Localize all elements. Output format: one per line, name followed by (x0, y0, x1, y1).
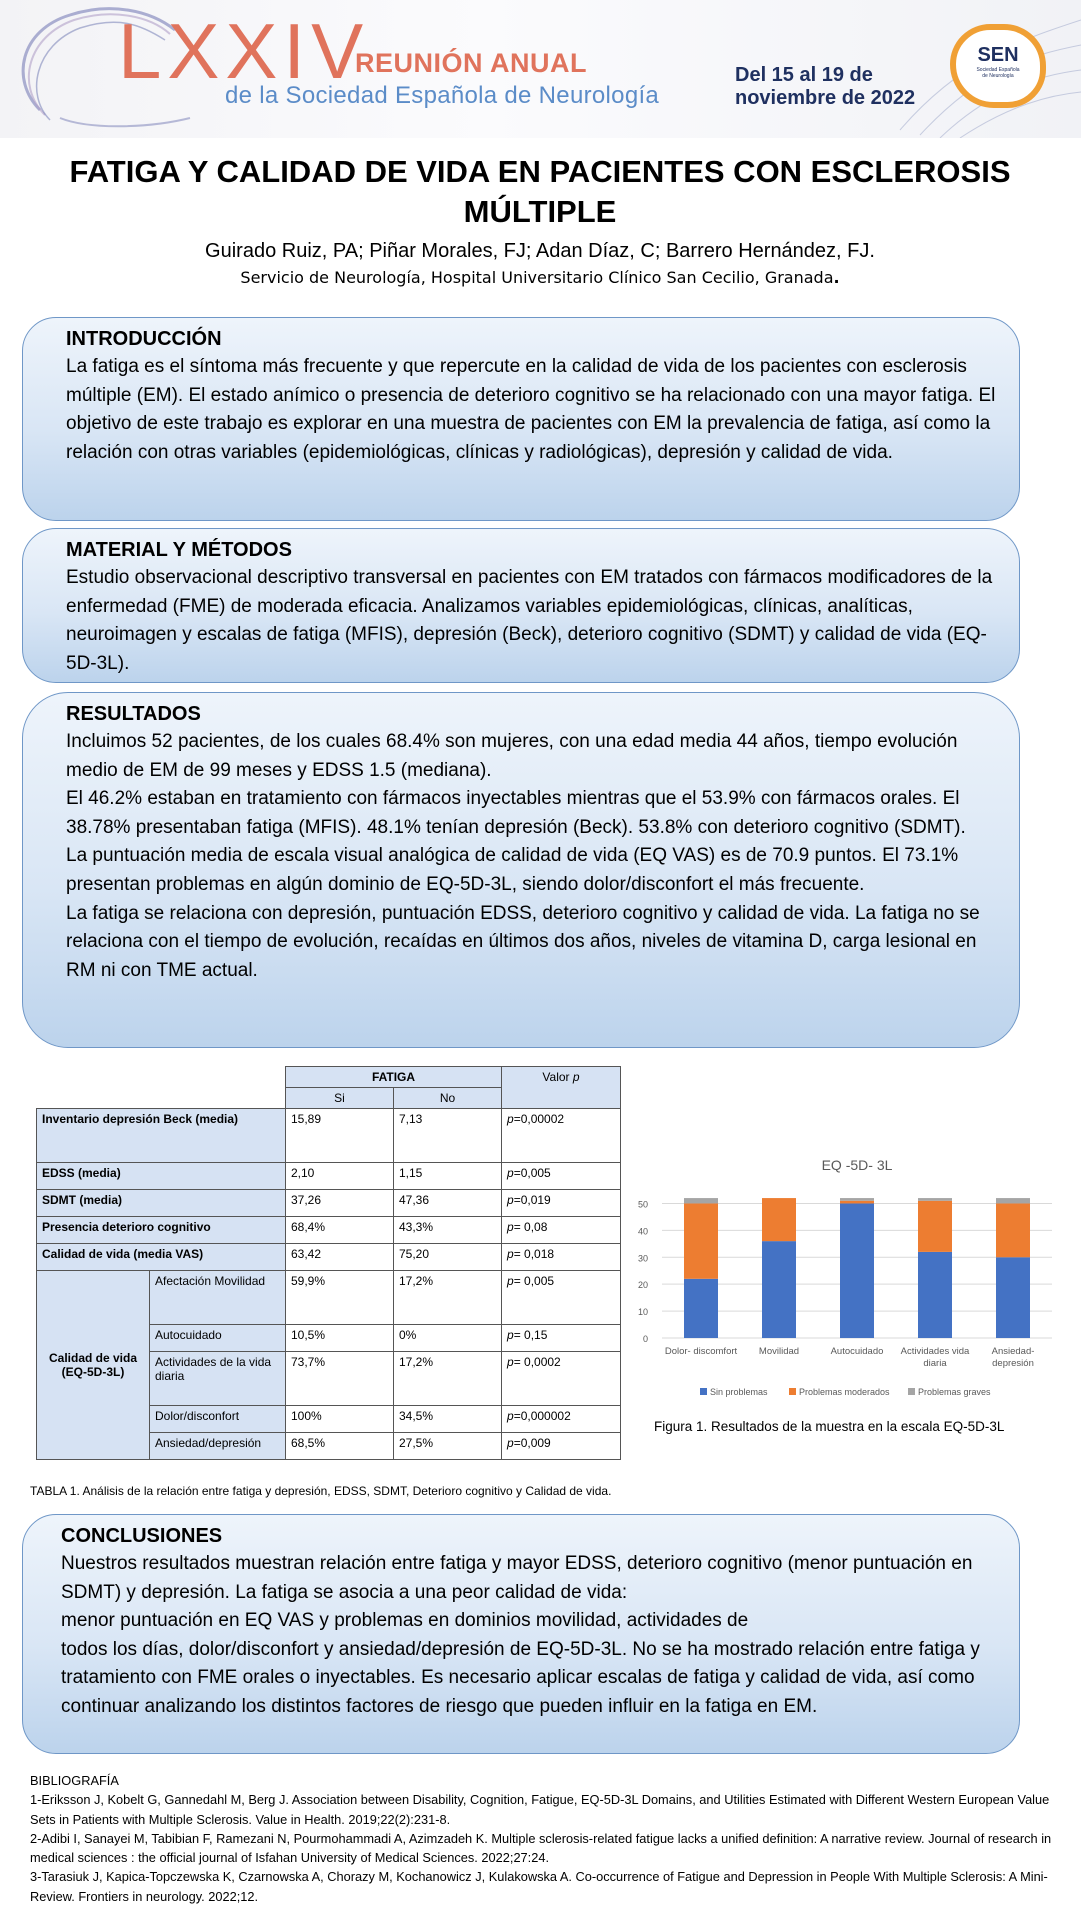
bar-segment (762, 1198, 796, 1241)
reference-2: 2-Adibi I, Sanayei M, Tabibian F, Ramezani N, Pourmohammadi A, Azimzadeh K. Multiple sclerosis-related fatigue lacks a unified definition: A narrative review. Journal of research in medical sciences : the official journal of Isfahan University of Medical Sciences. 2022;27:24. (30, 1830, 1052, 1866)
cell-no: 17,2% (394, 1271, 502, 1325)
results-paragraph-4: La fatiga se relaciona con depresión, puntuación EDSS, deterioro cognitivo y calidad de vida. La fatiga no se relaciona con el tiempo de evolución, recaídas en últimos dos años, niveles de vitamina D, carga lesional en RM ni con TME actual. (66, 902, 980, 981)
society-name: de la Sociedad Española de Neurología (225, 82, 660, 109)
cell-no: 27,5% (394, 1433, 502, 1460)
cell-p (502, 1190, 621, 1217)
row-label: Calidad de vida (media VAS) (37, 1244, 286, 1271)
cell-p (502, 1406, 621, 1433)
valor-p-header (502, 1067, 621, 1109)
dates-line-1: Del 15 al 19 de (735, 64, 873, 86)
congress-dates (735, 64, 915, 110)
section-text: Estudio observacional descriptivo transversal en pacientes con EM tratados con fármacos modificadores de la enfermedad (FME) de moderada eficacia. Analizamos variables epidemiológicas, clínicas, analíticas, neuroimagen y escalas de fatiga (MFIS), depresión (Beck), deterioro cognitivo (SDMT) y calidad de vida (EQ-5D-3L). (66, 567, 993, 674)
table-caption: TABLA 1. Análisis de la relación entre fatiga y depresión, EDSS, SDMT, Deterioro cognitivo y Calidad de vida. (30, 1484, 612, 1498)
affiliation (40, 268, 1040, 287)
reference-1: 1-Eriksson J, Kobelt G, Gannedahl M, Berg J. Association between Disability, Cognition, Fatigue, EQ-5D-3L Domains, and Utilities Estimated with Different Western European Value Sets in Patients with Multiple Sclerosis. Value in Health. 2019;22(2):231-8. (30, 1792, 1050, 1827)
section-introduccion (22, 317, 1020, 521)
row-label: Afectación Movilidad (150, 1271, 286, 1325)
y-tick-label: 10 (637, 1307, 648, 1318)
y-tick-label: 20 (637, 1280, 648, 1291)
valor-label: Valor (542, 1070, 570, 1084)
legend-label: Problemas graves (918, 1387, 991, 1397)
fatiga-header: FATIGA (286, 1067, 502, 1088)
row-label: SDMT (media) (37, 1190, 286, 1217)
p-value: = 0,018 (513, 1247, 555, 1261)
cell-p (502, 1217, 621, 1244)
cell-no: 34,5% (394, 1406, 502, 1433)
p-italic: p (507, 1247, 514, 1261)
p-value: = 0,005 (513, 1274, 555, 1288)
sen-logo (950, 24, 1046, 108)
cell-no: 47,36 (394, 1190, 502, 1217)
reference-3: 3-Tarasiuk J, Kapica-Topczewska K, Czarnowska A, Chorazy M, Kochanowicz J, Kulakowska A. Co-occurrence of Fatigue and Depression in People With Multiple Sclerosis: A Mini-Review. Frontiers in neurology. 2022;12. (30, 1869, 1048, 1904)
bar-segment (996, 1198, 1030, 1203)
cell-p (502, 1163, 621, 1190)
row-label: Inventario depresión Beck (media) (37, 1109, 286, 1163)
section-material-metodos (22, 528, 1020, 683)
poster-title (40, 152, 1040, 232)
affiliation-period: . (833, 268, 840, 287)
section-heading: CONCLUSIONES (61, 1525, 223, 1547)
x-tick-label: diaria (923, 1358, 947, 1369)
p-italic: p (507, 1409, 514, 1423)
conclusions-line-2: menor puntuación en EQ VAS y problemas en dominios movilidad, actividades de (61, 1610, 749, 1632)
section-text: La fatiga es el síntoma más frecuente y que repercute en la calidad de vida de los pacientes con esclerosis múltiple (EM). El estado anímico o presencia de deterioro cognitivo se ha relacionado con una mayor fatiga. El objetivo de este trabajo es explorar en una muestra de pacientes con EM la prevalencia de fatiga, así como la relación con otras variables (epidemiológicas, clínicas y radiológicas), depresión y calidad de vida. (66, 356, 996, 463)
chart-title: EQ -5D- 3L (821, 1157, 893, 1173)
p-italic: p (507, 1436, 514, 1450)
y-tick-label: 50 (637, 1199, 648, 1210)
p-value: =0,000002 (513, 1409, 571, 1423)
y-tick-label: 30 (637, 1253, 648, 1264)
no-header: No (394, 1088, 502, 1109)
cell-si: 73,7% (286, 1352, 394, 1406)
cell-no: 0% (394, 1325, 502, 1352)
bar-segment (918, 1198, 952, 1201)
cell-si: 59,9% (286, 1271, 394, 1325)
legend-swatch (908, 1388, 915, 1395)
cell-no: 17,2% (394, 1352, 502, 1406)
dates-line-2: noviembre de 2022 (735, 87, 916, 109)
valor-p-italic: p (572, 1070, 580, 1084)
authors: Guirado Ruiz, PA; Piñar Morales, FJ; Adan Díaz, C; Barrero Hernández, FJ. (205, 240, 875, 262)
cell-p (502, 1109, 621, 1163)
sen-logo-text: SEN (977, 44, 1019, 66)
cell-si: 63,42 (286, 1244, 394, 1271)
bibliography-heading: BIBLIOGRAFÍA (30, 1773, 119, 1788)
cell-p (502, 1325, 621, 1352)
cell-no: 43,3% (394, 1217, 502, 1244)
p-italic: p (507, 1112, 514, 1126)
p-value: = 0,08 (513, 1220, 548, 1234)
cell-si: 100% (286, 1406, 394, 1433)
x-tick-label: Autocuidado (830, 1346, 884, 1357)
section-heading: RESULTADOS (66, 703, 201, 725)
row-label: Autocuidado (150, 1325, 286, 1352)
title-line-2: MÚLTIPLE (463, 194, 617, 229)
results-table (36, 1066, 621, 1460)
bibliography (30, 1771, 1060, 1906)
bar-segment (996, 1257, 1030, 1338)
eq5d-chart (620, 1148, 1060, 1410)
cell-no: 1,15 (394, 1163, 502, 1190)
section-heading: INTRODUCCIÓN (66, 328, 222, 350)
bar-segment (918, 1201, 952, 1252)
congress-numeral: LXXIV (118, 7, 370, 95)
legend-swatch (700, 1388, 707, 1395)
eq-group-label: Calidad de vida (EQ-5D-3L) (37, 1271, 150, 1460)
cell-p (502, 1271, 621, 1325)
table-corner (37, 1067, 286, 1088)
row-label: Actividades de la vida diaria (150, 1352, 286, 1406)
cell-si: 68,5% (286, 1433, 394, 1460)
results-paragraph-3: La puntuación media de escala visual analógica de calidad de vida (EQ VAS) es de 70.9 puntos. El 73.1% presentan problemas en algún dominio de EQ-5D-3L, siendo dolor/disconfort el más frecuente. (66, 845, 959, 895)
bar-segment (762, 1241, 796, 1338)
row-label: EDSS (media) (37, 1163, 286, 1190)
sen-logo-sub-2: de Neurología (982, 73, 1014, 79)
results-paragraph-2: El 46.2% estaban en tratamiento con fármacos inyectables mientras que el 53.9% con fármacos orales. El 38.78% presentaban fatiga (MFIS). 48.1% tenían depresión (Beck). 53.8% con deterioro cognitivo (SDMT). (66, 788, 966, 838)
cell-si: 68,4% (286, 1217, 394, 1244)
bar-segment (684, 1279, 718, 1338)
p-italic: p (507, 1193, 514, 1207)
title-line-1: FATIGA Y CALIDAD DE VIDA EN PACIENTES CON ESCLEROSIS (69, 154, 1011, 189)
p-value: =0,019 (513, 1193, 551, 1207)
conclusions-line-1: Nuestros resultados muestran relación entre fatiga y mayor EDSS, deterioro cognitivo (menor puntuación en SDMT) y depresión. La fatiga se asocia a una peor calidad de vida: (61, 1553, 973, 1603)
p-value: = 0,0002 (513, 1355, 561, 1369)
section-resultados (22, 692, 1020, 1048)
x-tick-label: Actividades vida (900, 1346, 970, 1357)
p-value: = 0,15 (513, 1328, 548, 1342)
cell-no: 75,20 (394, 1244, 502, 1271)
cell-si: 10,5% (286, 1325, 394, 1352)
bar-segment (840, 1203, 874, 1338)
p-italic: p (507, 1355, 514, 1369)
sen-logo-sub-1: Sociedad Española (976, 67, 1020, 73)
p-value: =0,00002 (513, 1112, 565, 1126)
bar-segment (996, 1203, 1030, 1257)
section-heading: MATERIAL Y MÉTODOS (66, 539, 292, 561)
p-value: =0,009 (513, 1436, 551, 1450)
row-label: Dolor/disconfort (150, 1406, 286, 1433)
p-italic: p (507, 1274, 514, 1288)
results-paragraph-1: Incluimos 52 pacientes, de los cuales 68.4% son mujeres, con una edad media 44 años, tiempo evolución medio de EM de 99 meses y EDSS 1.5 (mediana). (66, 731, 958, 781)
p-italic: p (507, 1328, 514, 1342)
bar-segment (840, 1198, 874, 1201)
cell-si: 15,89 (286, 1109, 394, 1163)
bar-segment (840, 1201, 874, 1204)
legend-swatch (789, 1388, 796, 1395)
cell-si: 2,10 (286, 1163, 394, 1190)
p-italic: p (507, 1220, 514, 1234)
cell-p (502, 1433, 621, 1460)
si-header: Si (286, 1088, 394, 1109)
cell-no: 7,13 (394, 1109, 502, 1163)
x-tick-label: Movilidad (758, 1346, 800, 1357)
header-banner (0, 0, 1081, 138)
table-corner (37, 1088, 286, 1109)
bar-segment (684, 1198, 718, 1203)
bar-segment (684, 1203, 718, 1278)
row-label: Ansiedad/depresión (150, 1433, 286, 1460)
y-tick-label: 40 (637, 1226, 648, 1237)
x-tick-label: Ansiedad- (991, 1346, 1035, 1357)
legend-label: Sin problemas (710, 1387, 768, 1397)
x-tick-label: Dolor- discomfort (664, 1346, 738, 1357)
bar-segment (918, 1252, 952, 1338)
cell-p (502, 1352, 621, 1406)
figure-caption: Figura 1. Resultados de la muestra en la escala EQ-5D-3L (654, 1419, 1005, 1434)
cell-si: 37,26 (286, 1190, 394, 1217)
affiliation-text: Servicio de Neurología, Hospital Universitario Clínico San Cecilio, Granada (240, 268, 834, 287)
legend-label: Problemas moderados (799, 1387, 890, 1397)
p-value: =0,005 (513, 1166, 551, 1180)
x-tick-label: depresión (992, 1358, 1034, 1369)
y-tick-label: 0 (642, 1334, 648, 1344)
reunion-anual-label: REUNIÓN ANUAL (355, 48, 587, 78)
cell-p (502, 1244, 621, 1271)
conclusions-line-3: todos los días, dolor/disconfort y ansiedad/depresión de EQ-5D-3L. No se ha mostrado relación entre fatiga y tratamiento con FME orales o inyectables. Es necesario aplicar escalas de fatiga y calidad de vida, así como continuar analizando los distintos factores de riesgo que pueden influir en la fatiga en EM. (61, 1638, 980, 1717)
p-italic: p (507, 1166, 514, 1180)
row-label: Presencia deterioro cognitivo (37, 1217, 286, 1244)
section-conclusiones (22, 1514, 1020, 1754)
